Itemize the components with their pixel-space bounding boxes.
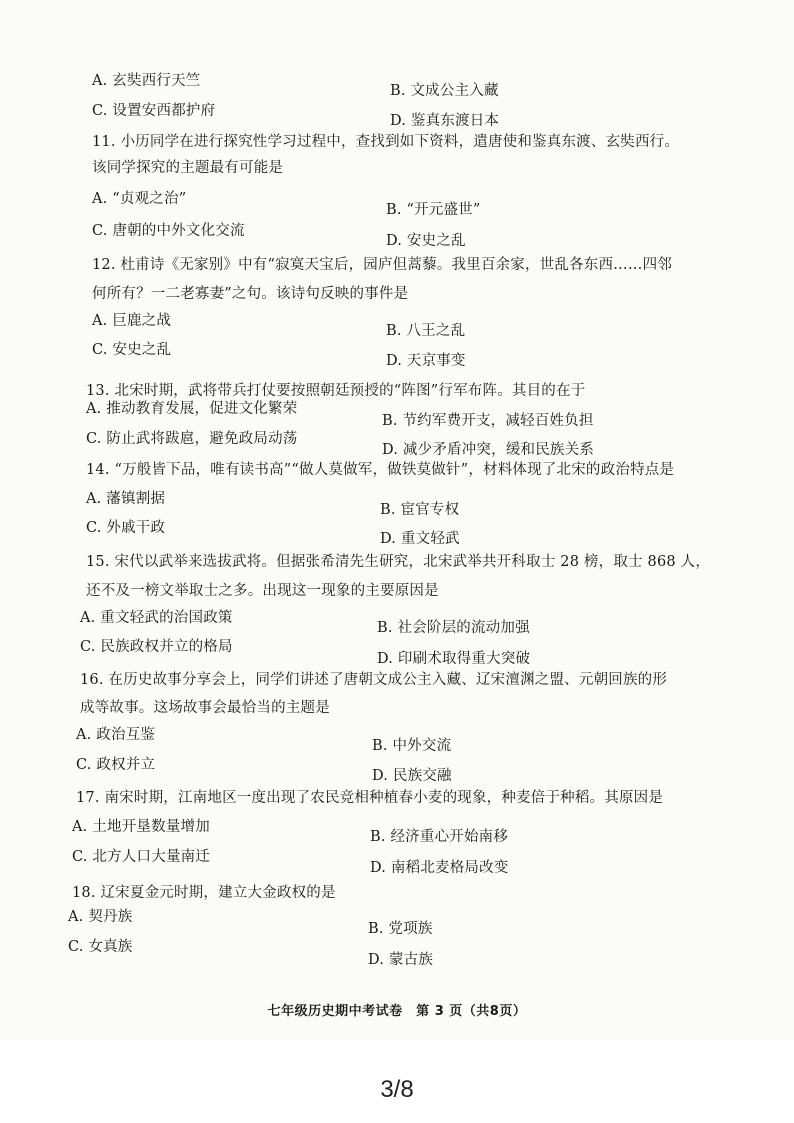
q14-stem-line1: 14. “万般皆下品，唯有读书高”“做人莫做军，做铁莫做针”，材料体现了北宋的政治特点是 bbox=[86, 462, 675, 478]
q13-option-b: B. 节约军费开支，减轻百姓负担 bbox=[382, 413, 594, 429]
page-indicator: 3/8 bbox=[380, 1076, 414, 1103]
q13-option-c: C. 防止武将跋扈，避免政局动荡 bbox=[86, 431, 298, 447]
q11-stem-line2: 该同学探究的主题最有可能是 bbox=[92, 160, 284, 176]
q16-option-a: A. 政治互鉴 bbox=[76, 727, 156, 743]
q14-option-b: B. 宦官专权 bbox=[380, 502, 460, 518]
q10-option-a: A. 玄奘西行天竺 bbox=[92, 73, 201, 89]
q15-option-d: D. 印刷术取得重大突破 bbox=[377, 651, 531, 667]
q11-option-a: A. “贞观之治” bbox=[92, 191, 187, 207]
q15-option-b: B. 社会阶层的流动加强 bbox=[377, 620, 530, 636]
q12-stem-line1: 12. 杜甫诗《无家别》中有“寂寞天宝后，园庐但蒿藜。我里百余家，世乱各东西……四邻 bbox=[92, 257, 672, 273]
q18-option-c: C. 女真族 bbox=[68, 939, 133, 955]
q11-option-c: C. 唐朝的中外文化交流 bbox=[92, 223, 245, 239]
page-footer: 七年级历史期中考试卷 第 3 页（共8页） bbox=[267, 1004, 527, 1019]
q12-option-d: D. 天京事变 bbox=[386, 353, 466, 369]
q17-option-b: B. 经济重心开始南移 bbox=[370, 829, 509, 845]
q14-option-a: A. 藩镇割据 bbox=[86, 491, 166, 507]
q16-stem-line1: 16. 在历史故事分享会上，同学们讲述了唐朝文成公主入藏、辽宋澶渊之盟、元朝回族的形 bbox=[80, 672, 668, 688]
q17-stem-line1: 17. 南宋时期，江南地区一度出现了农民竞相种植春小麦的现象，种麦倍于种稻。其原因是 bbox=[76, 790, 664, 806]
q16-option-d: D. 民族交融 bbox=[372, 768, 452, 784]
q13-option-a: A. 推动教育发展，促进文化繁荣 bbox=[86, 401, 298, 417]
q11-stem-line1: 11. 小历同学在进行探究性学习过程中，查找到如下资料，遣唐使和鉴真东渡、玄奘西行。 bbox=[92, 134, 680, 150]
q11-option-b: B. “开元盛世” bbox=[386, 202, 481, 218]
q17-option-a: A. 土地开垦数量增加 bbox=[72, 819, 210, 835]
q17-option-d: D. 南稻北麦格局改变 bbox=[370, 860, 509, 876]
q15-option-a: A. 重文轻武的治国政策 bbox=[80, 610, 233, 626]
q15-stem-line1: 15. 宋代以武举来选拔武将。但据张希清先生研究，北宋武举共开科取士 28 榜，取士 868 人， bbox=[86, 554, 711, 570]
q16-option-b: B. 中外交流 bbox=[372, 738, 452, 754]
q16-stem-line2: 成等故事。这场故事会最恰当的主题是 bbox=[80, 700, 330, 716]
q13-stem-line1: 13. 北宋时期，武将带兵打仗要按照朝廷预授的“阵图”行军布阵。其目的在于 bbox=[86, 383, 586, 399]
q14-option-c: C. 外戚干政 bbox=[86, 520, 166, 536]
q10-option-c: C. 设置安西都护府 bbox=[92, 103, 216, 119]
q18-option-b: B. 党项族 bbox=[368, 921, 433, 937]
q15-stem-line2: 还不及一榜文举取士之多。出现这一现象的主要原因是 bbox=[86, 583, 439, 599]
q10-option-d: D. 鉴真东渡日本 bbox=[390, 113, 500, 129]
q18-stem-line1: 18. 辽宋夏金元时期，建立大金政权的是 bbox=[72, 885, 336, 901]
q18-option-a: A. 契丹族 bbox=[68, 909, 133, 925]
q12-option-b: B. 八王之乱 bbox=[386, 323, 466, 339]
q18-option-d: D. 蒙古族 bbox=[368, 952, 434, 968]
q17-option-c: C. 北方人口大量南迁 bbox=[72, 849, 210, 865]
q11-option-d: D. 安史之乱 bbox=[386, 233, 466, 249]
q14-option-d: D. 重文轻武 bbox=[380, 531, 460, 547]
q10-option-b: B. 文成公主入藏 bbox=[390, 83, 499, 99]
q12-stem-line2: 何所有？一二老寡妻”之句。该诗句反映的事件是 bbox=[92, 286, 409, 302]
q12-option-a: A. 巨鹿之战 bbox=[92, 313, 172, 329]
q16-option-c: C. 政权并立 bbox=[76, 757, 156, 773]
q15-option-c: C. 民族政权并立的格局 bbox=[80, 639, 233, 655]
q12-option-c: C. 安史之乱 bbox=[92, 342, 172, 358]
q13-option-d: D. 减少矛盾冲突，缓和民族关系 bbox=[382, 442, 595, 458]
